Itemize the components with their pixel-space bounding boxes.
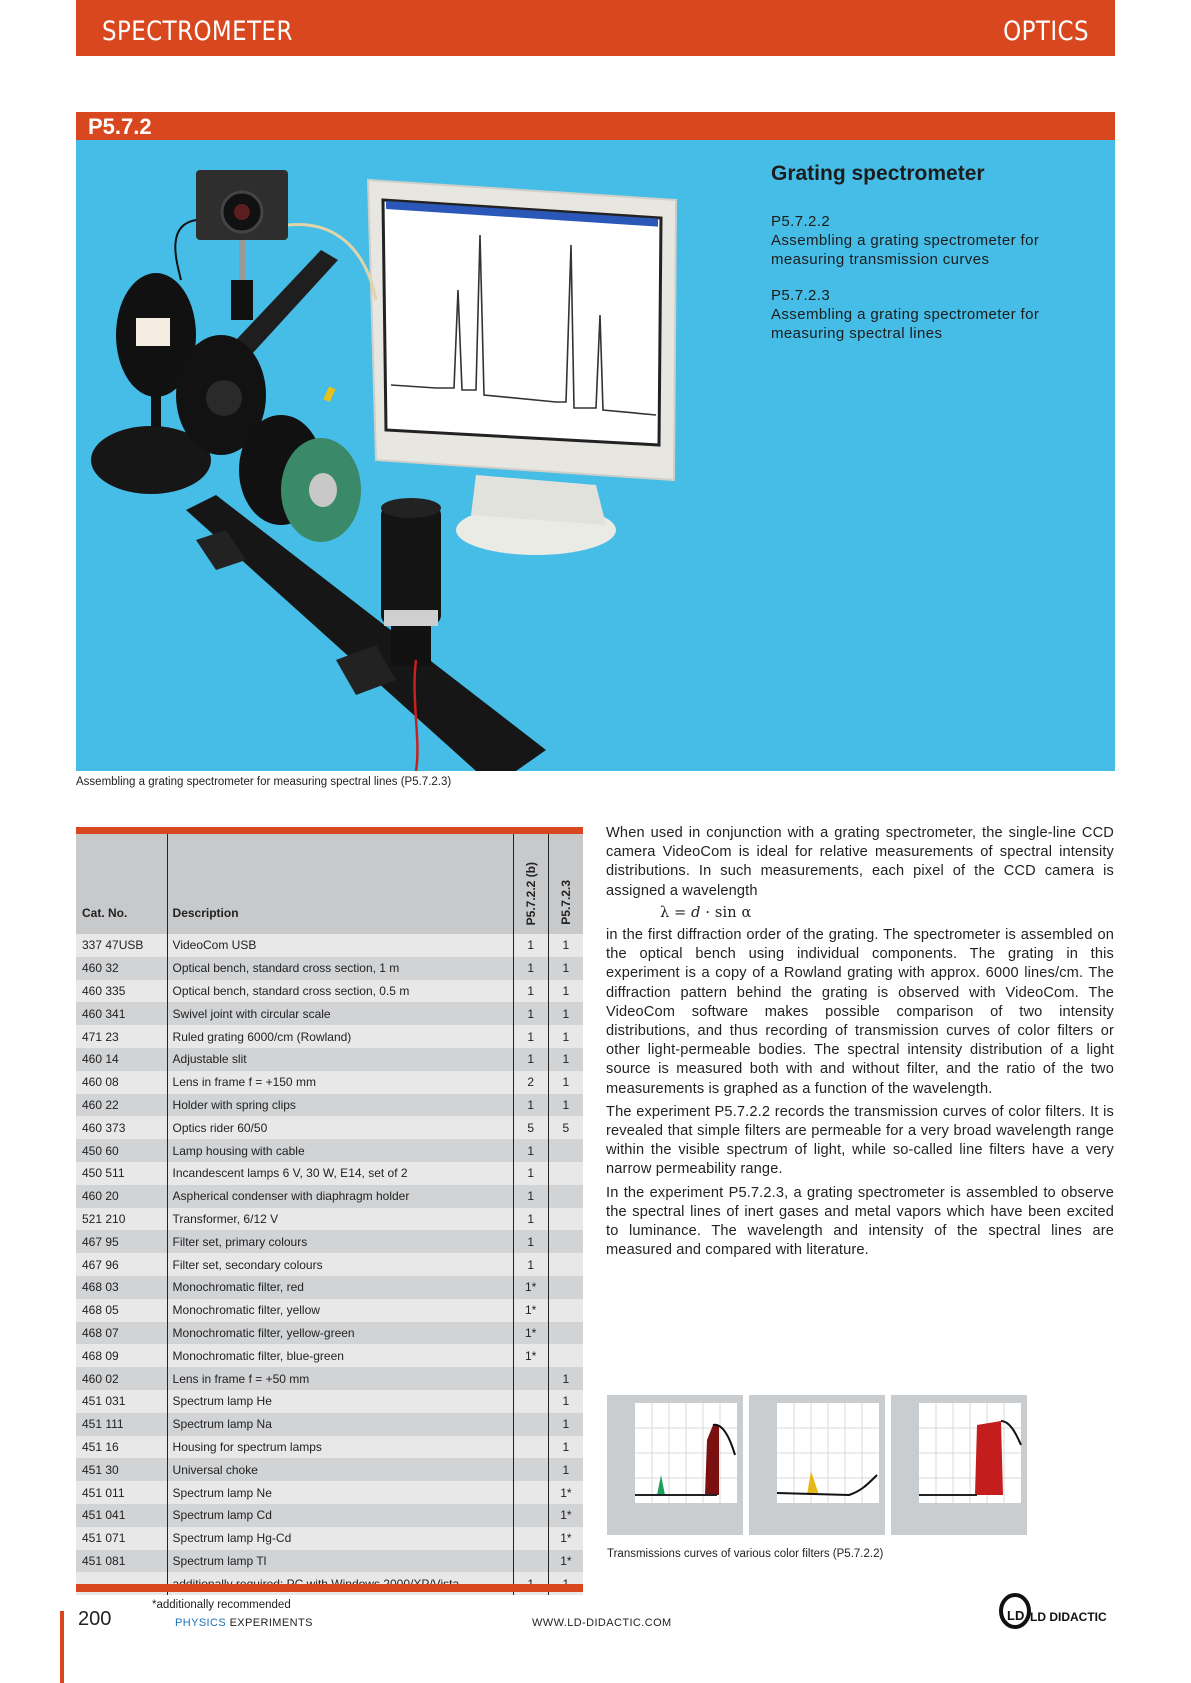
table-row <box>76 1094 583 1117</box>
table-row <box>76 1048 583 1071</box>
qty-p5723-cell: 1 <box>548 1458 583 1481</box>
section-bar <box>76 112 1115 140</box>
qty-p5722-cell <box>513 1367 548 1390</box>
experiment-p5723 <box>771 286 1039 343</box>
spectrometer-setup-illustration <box>76 140 736 771</box>
cat-no-cell: 450 60 <box>82 1143 119 1158</box>
table-row <box>76 1071 583 1094</box>
transmission-plot-2 <box>749 1395 885 1535</box>
cat-no-cell: 471 23 <box>82 1029 119 1044</box>
cat-no-cell: 451 011 <box>82 1485 125 1500</box>
qty-p5723-cell: 1 <box>548 1002 583 1025</box>
description-cell: Spectrum lamp Cd <box>167 1504 513 1527</box>
experiment-title-line2: measuring spectral lines <box>771 325 943 342</box>
table-row <box>76 1367 583 1390</box>
table-row <box>76 1025 583 1048</box>
qty-p5722-cell: 1 <box>513 1230 548 1253</box>
header-category: OPTICS <box>1003 16 1089 47</box>
cat-no-cell: 468 09 <box>82 1348 119 1363</box>
cat-no-cell: 460 02 <box>82 1371 119 1386</box>
body-text <box>606 824 1114 1264</box>
description-cell: Optical bench, standard cross section, 0.5 m <box>167 980 513 1003</box>
table-row <box>76 1276 583 1299</box>
table-row <box>76 957 583 980</box>
hero-title: Grating spectrometer <box>771 162 985 185</box>
qty-p5722-cell <box>513 1436 548 1459</box>
footer-series <box>175 1617 313 1629</box>
footer-accent-bar <box>60 1611 64 1683</box>
qty-p5722-cell: 1* <box>513 1344 548 1367</box>
formula-lhs: λ = <box>660 904 692 921</box>
qty-p5722-cell: 1* <box>513 1322 548 1345</box>
cat-no-cell: 468 07 <box>82 1325 119 1340</box>
description-cell: Holder with spring clips <box>167 1094 513 1117</box>
svg-text:LD: LD <box>1007 1608 1025 1623</box>
qty-p5723-cell <box>548 1322 583 1345</box>
description-cell: Lamp housing with cable <box>167 1139 513 1162</box>
qty-p5722-cell: 1 <box>513 1048 548 1071</box>
qty-p5723-cell <box>548 1208 583 1231</box>
qty-p5723-cell: 1* <box>548 1481 583 1504</box>
body-paragraph-2: in the first diffraction order of the grating. The spectrometer is assembled on the optical bench using individual components. The grating in this experiment is a copy of a Rowland grating with approx. 6000 lines/cm. The diffraction pattern behind the grating is observed with VideoCom. The VideoCom software makes possible comparison of two intensity distributions, and thus recording of transmission curves of color filters or other light-permeable bodies. The spectral intensity distribution of a light source is measured both with and without filter, and the ratio of the two measurements is graphed as a function of the wavelength. <box>606 927 1114 1097</box>
table-row <box>76 1299 583 1322</box>
description-cell: Housing for spectrum lamps <box>167 1436 513 1459</box>
table-header-row <box>76 834 583 934</box>
qty-p5722-cell: 1 <box>513 1162 548 1185</box>
cat-no-cell: 450 511 <box>82 1166 125 1181</box>
description-cell: Lens in frame f = +50 mm <box>167 1367 513 1390</box>
qty-p5723-cell: 5 <box>548 1116 583 1139</box>
description-cell: Monochromatic filter, yellow <box>167 1299 513 1322</box>
qty-p5723-cell: 1 <box>548 957 583 980</box>
photo-caption: Assembling a grating spectrometer for measuring spectral lines (P5.7.2.3) <box>76 776 452 788</box>
qty-p5722-cell: 1 <box>513 1208 548 1231</box>
qty-p5722-cell <box>513 1527 548 1550</box>
header-description: Description <box>167 834 513 934</box>
description-cell: Filter set, primary colours <box>167 1230 513 1253</box>
description-cell: Monochromatic filter, red <box>167 1276 513 1299</box>
qty-p5722-cell: 1 <box>513 934 548 957</box>
formula-d: d <box>691 904 701 921</box>
qty-p5722-cell: 1* <box>513 1299 548 1322</box>
cat-no-cell: 460 22 <box>82 1097 119 1112</box>
cat-no-cell: 460 08 <box>82 1075 119 1090</box>
table-row <box>76 1344 583 1367</box>
qty-p5723-cell <box>548 1185 583 1208</box>
table-row <box>76 1139 583 1162</box>
cat-no-cell: 451 30 <box>82 1462 119 1477</box>
cat-no-cell: 460 20 <box>82 1189 119 1204</box>
cat-no-cell: 451 16 <box>82 1439 119 1454</box>
table-top-rule <box>76 827 583 834</box>
footer-url[interactable]: WWW.LD-DIDACTIC.COM <box>532 1617 672 1629</box>
description-cell: Monochromatic filter, blue-green <box>167 1344 513 1367</box>
qty-p5722-cell <box>513 1390 548 1413</box>
description-cell: Ruled grating 6000/cm (Rowland) <box>167 1025 513 1048</box>
cat-no-cell: 460 373 <box>82 1120 126 1135</box>
qty-p5722-cell: 5 <box>513 1116 548 1139</box>
qty-p5722-cell: 1 <box>513 1025 548 1048</box>
description-cell: Monochromatic filter, yellow-green <box>167 1322 513 1345</box>
description-cell: Filter set, secondary colours <box>167 1253 513 1276</box>
qty-p5723-cell <box>548 1162 583 1185</box>
qty-p5723-cell: 1 <box>548 980 583 1003</box>
footer-physics: PHYSICS <box>175 1617 227 1629</box>
qty-p5722-cell: 2 <box>513 1071 548 1094</box>
transmission-plot-3 <box>891 1395 1027 1535</box>
experiment-p5722 <box>771 212 1039 269</box>
table-row <box>76 1504 583 1527</box>
qty-p5722-cell <box>513 1550 548 1573</box>
logo-text: LD DIDACTIC <box>1030 1610 1107 1624</box>
body-paragraph-4: In the experiment P5.7.2.3, a grating spectrometer is assembled to observe the spectral lines of inert gases and metal vapors which have been excited to luminance. The wavelength and intensity of the spectral lines are measured and compared with literature. <box>606 1184 1114 1259</box>
qty-p5723-cell: 1* <box>548 1504 583 1527</box>
experiment-code: P5.7.2.3 <box>771 287 831 304</box>
qty-p5723-cell: 1 <box>548 934 583 957</box>
transmission-curves-figure <box>607 1395 1027 1535</box>
qty-p5722-cell: 1 <box>513 1002 548 1025</box>
qty-p5723-cell <box>548 1276 583 1299</box>
qty-p5722-cell <box>513 1504 548 1527</box>
description-cell: Swivel joint with circular scale <box>167 1002 513 1025</box>
qty-p5723-cell: 1 <box>548 1436 583 1459</box>
cat-no-cell: 451 031 <box>82 1394 126 1409</box>
description-cell: Spectrum lamp Na <box>167 1413 513 1436</box>
table-row <box>76 1481 583 1504</box>
table-row <box>76 1322 583 1345</box>
qty-p5723-cell: 1 <box>548 1071 583 1094</box>
body-paragraph-3: The experiment P5.7.2.2 records the transmission curves of color filters. It is revealed that simple filters are permeable for a very broad wavelength range within the visible spectrum of light, while so-called line filters have a very narrow permeability range. <box>606 1103 1114 1178</box>
description-cell: Spectrum lamp He <box>167 1390 513 1413</box>
qty-p5723-cell: 1 <box>548 1025 583 1048</box>
cat-no-cell: 460 335 <box>82 983 126 998</box>
description-cell: Spectrum lamp Tl <box>167 1550 513 1573</box>
table-row <box>76 1436 583 1459</box>
qty-p5723-cell <box>548 1299 583 1322</box>
cat-no-cell: 337 47USB <box>82 938 144 953</box>
cat-no-cell: 451 071 <box>82 1531 126 1546</box>
qty-p5723-cell: 1 <box>548 1413 583 1436</box>
table-row <box>76 1185 583 1208</box>
header-p5723 <box>548 834 583 934</box>
table-row <box>76 1413 583 1436</box>
table-row <box>76 1458 583 1481</box>
description-cell: Adjustable slit <box>167 1048 513 1071</box>
description-cell: VideoCom USB <box>167 934 513 957</box>
header-p5723-label: P5.7.2.3 <box>558 880 573 925</box>
qty-p5722-cell: 1 <box>513 957 548 980</box>
qty-p5722-cell: 1 <box>513 1253 548 1276</box>
table-row <box>76 1550 583 1573</box>
curves-caption: Transmissions curves of various color filters (P5.7.2.2) <box>607 1548 884 1560</box>
cat-no-cell: 468 05 <box>82 1303 119 1318</box>
description-cell: Universal choke <box>167 1458 513 1481</box>
description-cell: Spectrum lamp Hg-Cd <box>167 1527 513 1550</box>
table-row <box>76 934 583 957</box>
description-cell: Incandescent lamps 6 V, 30 W, E14, set of 2 <box>167 1162 513 1185</box>
header-p5722 <box>513 834 548 934</box>
qty-p5722-cell <box>513 1458 548 1481</box>
table-row <box>76 980 583 1003</box>
table-bottom-rule <box>76 1584 583 1592</box>
qty-p5723-cell: 1* <box>548 1527 583 1550</box>
cat-no-cell: 467 95 <box>82 1234 119 1249</box>
qty-p5723-cell: 1 <box>548 1048 583 1071</box>
qty-p5722-cell <box>513 1413 548 1436</box>
table-row <box>76 1390 583 1413</box>
description-cell: Transformer, 6/12 V <box>167 1208 513 1231</box>
formula-rhs: · sin α <box>700 904 752 921</box>
qty-p5723-cell <box>548 1139 583 1162</box>
page-number: 200 <box>78 1608 112 1630</box>
cat-no-cell: 451 041 <box>82 1508 126 1523</box>
table-row <box>76 1527 583 1550</box>
equipment-table <box>76 834 583 1595</box>
description-cell: Optics rider 60/50 <box>167 1116 513 1139</box>
qty-p5723-cell: 1* <box>548 1550 583 1573</box>
section-code: P5.7.2 <box>88 114 152 139</box>
wavelength-formula <box>606 904 1114 923</box>
qty-p5722-cell: 1 <box>513 1094 548 1117</box>
qty-p5723-cell <box>548 1344 583 1367</box>
cat-no-cell: 521 210 <box>82 1211 126 1226</box>
cat-no-cell: 460 14 <box>82 1052 119 1067</box>
table-row <box>76 1208 583 1231</box>
qty-p5722-cell: 1 <box>513 980 548 1003</box>
table-row <box>76 1162 583 1185</box>
experiment-title-line1: Assembling a grating spectrometer for <box>771 232 1040 249</box>
qty-p5723-cell: 1 <box>548 1367 583 1390</box>
experiment-title-line2: measuring transmission curves <box>771 251 990 268</box>
description-cell: Optical bench, standard cross section, 1 m <box>167 957 513 980</box>
table-row <box>76 1002 583 1025</box>
qty-p5722-cell <box>513 1481 548 1504</box>
table-footnote: *additionally recommended <box>152 1599 291 1611</box>
header-p5722-label: P5.7.2.2 (b) <box>523 861 538 925</box>
hero-photo <box>76 140 1115 771</box>
footer-experiments: EXPERIMENTS <box>229 1617 313 1629</box>
cat-no-cell: 460 341 <box>82 1006 126 1021</box>
experiment-title-line1: Assembling a grating spectrometer for <box>771 306 1040 323</box>
body-paragraph-1: When used in conjunction with a grating spectrometer, the single-line CCD camera VideoCom is ideal for relative measurements of spectral intensity distributions. In such measurements, each pixel of the CCD camera is assigned a wavelength <box>606 825 1114 899</box>
description-cell: Aspherical condenser with diaphragm holder <box>167 1185 513 1208</box>
cat-no-cell: 460 32 <box>82 961 119 976</box>
table-row <box>76 1230 583 1253</box>
qty-p5723-cell: 1 <box>548 1094 583 1117</box>
qty-p5723-cell <box>548 1230 583 1253</box>
description-cell: Lens in frame f = +150 mm <box>167 1071 513 1094</box>
description-cell: Spectrum lamp Ne <box>167 1481 513 1504</box>
experiment-code: P5.7.2.2 <box>771 213 831 230</box>
header-cat-no: Cat. No. <box>76 834 167 934</box>
table-row <box>76 1116 583 1139</box>
qty-p5722-cell: 1 <box>513 1139 548 1162</box>
qty-p5722-cell: 1 <box>513 1185 548 1208</box>
ld-didactic-logo <box>998 1589 1118 1629</box>
cat-no-cell: 467 96 <box>82 1257 119 1272</box>
qty-p5723-cell <box>548 1253 583 1276</box>
header-bar <box>76 0 1115 56</box>
qty-p5723-cell: 1 <box>548 1390 583 1413</box>
header-topic: SPECTROMETER <box>102 16 293 47</box>
cat-no-cell: 451 081 <box>82 1553 126 1568</box>
table-row <box>76 1253 583 1276</box>
qty-p5722-cell: 1* <box>513 1276 548 1299</box>
cat-no-cell: 468 03 <box>82 1280 119 1295</box>
transmission-plot-1 <box>607 1395 743 1535</box>
cat-no-cell: 451 111 <box>82 1417 124 1432</box>
